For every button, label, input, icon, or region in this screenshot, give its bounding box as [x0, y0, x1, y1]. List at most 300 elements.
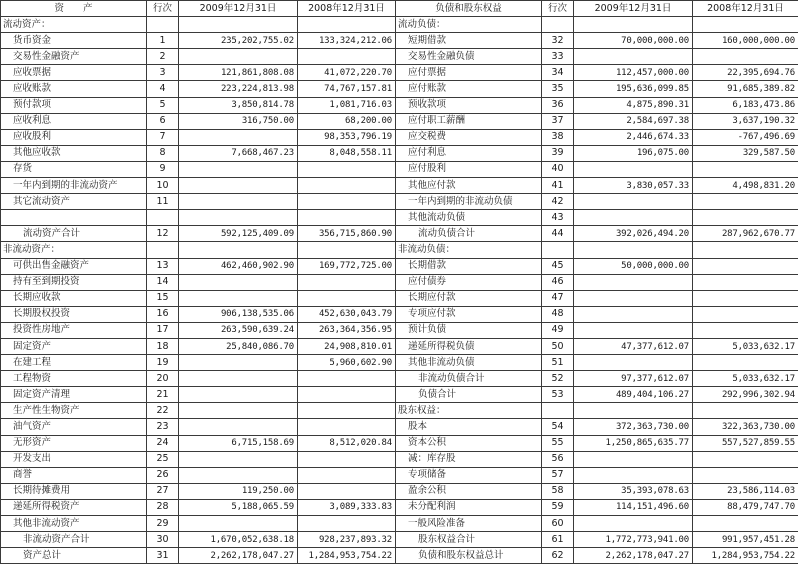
asset-item-name: 其他非流动资产: [1, 516, 147, 532]
liability-2008-value: 22,395,694.76: [693, 65, 798, 81]
asset-2009-value: 5,188,065.59: [179, 499, 298, 515]
liability-item-name: 递延所得税负债: [396, 338, 542, 354]
asset-2009-value: 906,138,535.06: [179, 306, 298, 322]
table-row: [1, 145, 798, 161]
liability-line-number: 33: [542, 49, 574, 65]
liability-2008-value: [693, 161, 798, 177]
liability-2008-value: 6,183,473.86: [693, 97, 798, 113]
asset-2008-value: 5,960,602.90: [298, 355, 396, 371]
table-row: [1, 435, 798, 451]
header-row: [1, 1, 798, 17]
asset-2009-value: 3,850,814.78: [179, 97, 298, 113]
liability-2009-value: 195,636,099.85: [574, 81, 693, 97]
table-row: [1, 161, 798, 177]
liability-line-number: 61: [542, 532, 574, 548]
liability-2008-value: [693, 194, 798, 210]
asset-line-number: 23: [147, 419, 179, 435]
liability-2008-value: [693, 467, 798, 483]
asset-2008-value: [298, 483, 396, 499]
liability-2009-value: 1,772,773,941.00: [574, 532, 693, 548]
liability-line-number: 51: [542, 355, 574, 371]
asset-item-name: 应收股利: [1, 129, 147, 145]
asset-item-name: 应收账款: [1, 81, 147, 97]
asset-2008-value: 1,081,716.03: [298, 97, 396, 113]
asset-2008-value: 452,630,043.79: [298, 306, 396, 322]
asset-2009-value: 2,262,178,047.27: [179, 548, 298, 564]
asset-2008-value: 8,048,558.11: [298, 145, 396, 161]
asset-item-name: 固定资产: [1, 338, 147, 354]
table-row: [1, 322, 798, 338]
liability-2009-value: [574, 242, 693, 258]
asset-line-number: 1: [147, 33, 179, 49]
liability-2009-value: 2,584,697.38: [574, 113, 693, 129]
asset-item-name: 应收票据: [1, 65, 147, 81]
liability-line-number: 56: [542, 451, 574, 467]
asset-line-number: 17: [147, 322, 179, 338]
liability-line-number: 62: [542, 548, 574, 564]
liability-2009-value: 1,250,865,635.77: [574, 435, 693, 451]
liability-line-number: 46: [542, 274, 574, 290]
liability-item-name: 流动负债：: [396, 17, 542, 33]
table-row: [1, 499, 798, 515]
liability-item-name: 股东权益合计: [396, 532, 542, 548]
liability-2009-value: 4,875,890.31: [574, 97, 693, 113]
liability-2009-value: [574, 467, 693, 483]
liability-2008-value: [693, 17, 798, 33]
liability-item-name: 盈余公积: [396, 483, 542, 499]
asset-2008-value: [298, 387, 396, 403]
liability-item-name: 应付职工薪酬: [396, 113, 542, 129]
liability-2009-value: [574, 403, 693, 419]
liability-2008-value: [693, 516, 798, 532]
asset-line-number: 9: [147, 161, 179, 177]
asset-line-number: 26: [147, 467, 179, 483]
liability-line-number: 52: [542, 371, 574, 387]
asset-line-number: 29: [147, 516, 179, 532]
asset-item-name: 资产总计: [1, 548, 147, 564]
asset-2008-value: [298, 467, 396, 483]
asset-2008-value: 41,072,220.70: [298, 65, 396, 81]
asset-2008-value: 24,908,810.01: [298, 338, 396, 354]
table-row: [1, 242, 798, 258]
liability-item-name: 资本公积: [396, 435, 542, 451]
asset-2009-column-header: 2009年12月31日: [179, 1, 298, 17]
asset-2009-value: 6,715,158.69: [179, 435, 298, 451]
liability-item-name: 其他非流动负债: [396, 355, 542, 371]
liability-line-number: 49: [542, 322, 574, 338]
asset-2009-value: [179, 467, 298, 483]
asset-item-name: 一年内到期的非流动资产: [1, 178, 147, 194]
asset-2008-value: [298, 178, 396, 194]
asset-2008-value: [298, 161, 396, 177]
liability-2009-value: [574, 161, 693, 177]
liability-2009-value: [574, 355, 693, 371]
asset-2008-value: [298, 274, 396, 290]
asset-2008-value: [298, 419, 396, 435]
asset-2008-value: 928,237,893.32: [298, 532, 396, 548]
table-row: [1, 49, 798, 65]
liability-item-name: 流动负债合计: [396, 226, 542, 242]
liability-2008-value: [693, 306, 798, 322]
asset-2009-value: [179, 403, 298, 419]
liability-2009-value: [574, 210, 693, 226]
asset-2008-value: 98,353,796.19: [298, 129, 396, 145]
table-row: [1, 532, 798, 548]
liability-2008-value: 88,479,747.70: [693, 499, 798, 515]
asset-line-number: 21: [147, 387, 179, 403]
asset-2009-value: 592,125,409.09: [179, 226, 298, 242]
liability-2009-value: 35,393,078.63: [574, 483, 693, 499]
asset-line-number: 19: [147, 355, 179, 371]
liability-2008-value: 4,498,831.20: [693, 178, 798, 194]
table-row: [1, 194, 798, 210]
liability-line-number: 44: [542, 226, 574, 242]
liability-2009-value: [574, 306, 693, 322]
liability-line-number: 48: [542, 306, 574, 322]
asset-2009-value: [179, 274, 298, 290]
asset-line-number: 25: [147, 451, 179, 467]
asset-item-name: 开发支出: [1, 451, 147, 467]
liab-2009-column-header: 2009年12月31日: [574, 1, 693, 17]
liability-2008-value: [693, 210, 798, 226]
asset-line-number: 28: [147, 499, 179, 515]
asset-item-name: 递延所得税资产: [1, 499, 147, 515]
asset-2008-value: 8,512,020.84: [298, 435, 396, 451]
liability-2009-value: [574, 451, 693, 467]
table-row: [1, 97, 798, 113]
liability-2008-value: [693, 355, 798, 371]
table-row: [1, 81, 798, 97]
liability-2008-value: 991,957,451.28: [693, 532, 798, 548]
liability-item-name: 应付票据: [396, 65, 542, 81]
liability-item-name: 应交税费: [396, 129, 542, 145]
asset-2008-value: 3,089,333.83: [298, 499, 396, 515]
asset-2009-value: 462,460,902.90: [179, 258, 298, 274]
asset-item-name: 工程物资: [1, 371, 147, 387]
asset-item-name: 预付款项: [1, 97, 147, 113]
asset-2009-value: 316,750.00: [179, 113, 298, 129]
asset-2008-value: [298, 403, 396, 419]
liability-line-number: 38: [542, 129, 574, 145]
liability-2008-value: -767,496.69: [693, 129, 798, 145]
asset-2009-value: [179, 290, 298, 306]
liability-2009-value: 2,446,674.33: [574, 129, 693, 145]
asset-line-number: 15: [147, 290, 179, 306]
liability-2008-value: 23,586,114.03: [693, 483, 798, 499]
asset-item-name: 其它流动资产: [1, 194, 147, 210]
asset-2009-value: 7,668,467.23: [179, 145, 298, 161]
asset-2008-value: 74,767,157.81: [298, 81, 396, 97]
asset-2009-value: 235,202,755.02: [179, 33, 298, 49]
asset-line-number: 10: [147, 178, 179, 194]
asset-2008-value: 356,715,860.90: [298, 226, 396, 242]
liability-item-name: 非流动负债合计: [396, 371, 542, 387]
liability-item-name: 专项储备: [396, 467, 542, 483]
asset-2009-value: 263,590,639.24: [179, 322, 298, 338]
liability-line-number: 59: [542, 499, 574, 515]
liability-2009-value: 114,151,496.60: [574, 499, 693, 515]
liability-2009-value: [574, 194, 693, 210]
asset-2008-value: [298, 210, 396, 226]
asset-line-number: 6: [147, 113, 179, 129]
asset-2008-value: 169,772,725.00: [298, 258, 396, 274]
asset-2008-value: [298, 17, 396, 33]
liability-2009-value: 196,075.00: [574, 145, 693, 161]
liability-line-number: 50: [542, 338, 574, 354]
liability-item-name: 非流动负债：: [396, 242, 542, 258]
liability-2008-value: 3,637,190.32: [693, 113, 798, 129]
asset-line-column-header: 行次: [147, 1, 179, 17]
asset-line-number: 7: [147, 129, 179, 145]
asset-2009-value: [179, 387, 298, 403]
asset-2008-value: [298, 451, 396, 467]
asset-item-name: 油气资产: [1, 419, 147, 435]
liability-item-name: 一般风险准备: [396, 516, 542, 532]
liability-item-name: 专项应付款: [396, 306, 542, 322]
liability-line-number: 43: [542, 210, 574, 226]
asset-item-name: 长期股权投资: [1, 306, 147, 322]
asset-item-name: 存货: [1, 161, 147, 177]
liability-line-number: 34: [542, 65, 574, 81]
asset-item-name: 持有至到期投资: [1, 274, 147, 290]
assets-column-header: 资 产: [1, 1, 147, 17]
liability-item-name: 预收款项: [396, 97, 542, 113]
liability-2008-value: [693, 49, 798, 65]
liability-2009-value: [574, 516, 693, 532]
asset-2009-value: 25,840,086.70: [179, 338, 298, 354]
table-row: [1, 403, 798, 419]
asset-line-number: 4: [147, 81, 179, 97]
liability-line-number: 41: [542, 178, 574, 194]
asset-item-name: 流动资产：: [1, 17, 147, 33]
liabilities-equity-column-header: 负债和股东权益: [396, 1, 542, 17]
asset-line-number: 12: [147, 226, 179, 242]
liability-line-number: 40: [542, 161, 574, 177]
liability-line-number: 53: [542, 387, 574, 403]
asset-item-name: 在建工程: [1, 355, 147, 371]
liability-2008-value: 292,996,302.94: [693, 387, 798, 403]
liability-item-name: 应付股利: [396, 161, 542, 177]
asset-item-name: 交易性金融资产: [1, 49, 147, 65]
asset-line-number: 11: [147, 194, 179, 210]
table-row: [1, 306, 798, 322]
table-row: [1, 258, 798, 274]
asset-line-number: 8: [147, 145, 179, 161]
asset-2009-value: [179, 355, 298, 371]
table-row: [1, 17, 798, 33]
asset-item-name: 可供出售金融资产: [1, 258, 147, 274]
table-row: [1, 338, 798, 354]
liability-line-number: 35: [542, 81, 574, 97]
liability-item-name: 股本: [396, 419, 542, 435]
liability-2009-value: 70,000,000.00: [574, 33, 693, 49]
asset-2008-value: 1,284,953,754.22: [298, 548, 396, 564]
liability-2009-value: 372,363,730.00: [574, 419, 693, 435]
liability-2009-value: [574, 17, 693, 33]
liability-item-name: 负债和股东权益总计: [396, 548, 542, 564]
liability-2009-value: 50,000,000.00: [574, 258, 693, 274]
asset-line-number: 22: [147, 403, 179, 419]
liability-2009-value: [574, 290, 693, 306]
table-row: [1, 274, 798, 290]
asset-line-number: 2: [147, 49, 179, 65]
table-row: [1, 419, 798, 435]
liability-item-name: 其他应付款: [396, 178, 542, 194]
asset-line-number: 18: [147, 338, 179, 354]
asset-2008-value: [298, 290, 396, 306]
asset-2009-value: [179, 371, 298, 387]
table-row: [1, 371, 798, 387]
table-row: [1, 226, 798, 242]
liability-2008-value: 160,000,000.00: [693, 33, 798, 49]
asset-line-number: 14: [147, 274, 179, 290]
liability-2009-value: 2,262,178,047.27: [574, 548, 693, 564]
liability-line-number: 45: [542, 258, 574, 274]
liability-line-number: 57: [542, 467, 574, 483]
liability-2008-value: [693, 242, 798, 258]
liability-2009-value: [574, 274, 693, 290]
liability-line-number: 55: [542, 435, 574, 451]
liability-line-number: 39: [542, 145, 574, 161]
asset-item-name: 流动资产合计: [1, 226, 147, 242]
table-row: [1, 355, 798, 371]
asset-item-name: 投资性房地产: [1, 322, 147, 338]
asset-item-name: 非流动资产合计: [1, 532, 147, 548]
liability-line-number: 60: [542, 516, 574, 532]
liability-line-number: 37: [542, 113, 574, 129]
asset-line-number: 30: [147, 532, 179, 548]
liability-item-name: 股东权益：: [396, 403, 542, 419]
liability-line-number: 54: [542, 419, 574, 435]
liability-2009-value: [574, 49, 693, 65]
asset-item-name: 其他应收款: [1, 145, 147, 161]
asset-line-number: [147, 242, 179, 258]
asset-line-number: 3: [147, 65, 179, 81]
asset-2009-value: 1,670,052,638.18: [179, 532, 298, 548]
liability-2008-value: 287,962,670.77: [693, 226, 798, 242]
asset-line-number: 24: [147, 435, 179, 451]
liab-line-column-header: 行次: [542, 1, 574, 17]
liability-2008-value: 5,033,632.17: [693, 371, 798, 387]
liability-item-name: 减：库存股: [396, 451, 542, 467]
liability-2008-value: [693, 322, 798, 338]
asset-item-name: 非流动资产：: [1, 242, 147, 258]
table-row: [1, 113, 798, 129]
asset-2008-column-header: 2008年12月31日: [298, 1, 396, 17]
asset-2009-value: 121,861,808.08: [179, 65, 298, 81]
liability-2009-value: 392,026,494.20: [574, 226, 693, 242]
liability-2008-value: [693, 403, 798, 419]
liability-line-number: 58: [542, 483, 574, 499]
liability-2009-value: 3,830,057.33: [574, 178, 693, 194]
asset-item-name: 长期待摊费用: [1, 483, 147, 499]
table-row: [1, 129, 798, 145]
liability-item-name: 应付账款: [396, 81, 542, 97]
asset-2009-value: [179, 419, 298, 435]
asset-item-name: [1, 210, 147, 226]
asset-2008-value: [298, 371, 396, 387]
asset-2008-value: [298, 49, 396, 65]
liability-item-name: 一年内到期的非流动负债: [396, 194, 542, 210]
asset-item-name: 商誉: [1, 467, 147, 483]
liability-2008-value: 91,685,389.82: [693, 81, 798, 97]
liability-line-number: 36: [542, 97, 574, 113]
liability-item-name: 应付债券: [396, 274, 542, 290]
asset-item-name: 固定资产清理: [1, 387, 147, 403]
table-row: [1, 483, 798, 499]
liability-item-name: 应付利息: [396, 145, 542, 161]
liability-2008-value: 557,527,859.55: [693, 435, 798, 451]
asset-line-number: 13: [147, 258, 179, 274]
liability-item-name: 预计负债: [396, 322, 542, 338]
table-row: [1, 451, 798, 467]
asset-2009-value: [179, 178, 298, 194]
table-row: [1, 387, 798, 403]
table-row: [1, 178, 798, 194]
asset-line-number: [147, 17, 179, 33]
asset-item-name: 货币资金: [1, 33, 147, 49]
asset-item-name: 长期应收款: [1, 290, 147, 306]
asset-2009-value: [179, 17, 298, 33]
liability-2009-value: 97,377,612.07: [574, 371, 693, 387]
liability-line-number: 42: [542, 194, 574, 210]
asset-2009-value: 223,224,813.98: [179, 81, 298, 97]
table-row: [1, 33, 798, 49]
asset-2009-value: [179, 194, 298, 210]
table-row: [1, 65, 798, 81]
liability-2008-value: 322,363,730.00: [693, 419, 798, 435]
liability-line-number: 32: [542, 33, 574, 49]
asset-2009-value: [179, 161, 298, 177]
liability-item-name: 长期应付款: [396, 290, 542, 306]
table-row: [1, 548, 798, 564]
asset-2008-value: 133,324,212.06: [298, 33, 396, 49]
liability-line-number: [542, 242, 574, 258]
liability-item-name: 长期借款: [396, 258, 542, 274]
asset-2009-value: 119,250.00: [179, 483, 298, 499]
table-body: [1, 17, 798, 564]
liability-2008-value: 5,033,632.17: [693, 338, 798, 354]
liability-2009-value: 47,377,612.07: [574, 338, 693, 354]
asset-2009-value: [179, 49, 298, 65]
asset-2008-value: [298, 516, 396, 532]
liability-line-number: [542, 17, 574, 33]
asset-line-number: 31: [147, 548, 179, 564]
asset-line-number: 16: [147, 306, 179, 322]
liability-item-name: 交易性金融负债: [396, 49, 542, 65]
asset-2008-value: 68,200.00: [298, 113, 396, 129]
liability-item-name: 短期借款: [396, 33, 542, 49]
liability-item-name: 负债合计: [396, 387, 542, 403]
asset-line-number: 20: [147, 371, 179, 387]
asset-item-name: 应收利息: [1, 113, 147, 129]
table-row: [1, 467, 798, 483]
liability-2008-value: [693, 290, 798, 306]
liability-item-name: 其他流动负债: [396, 210, 542, 226]
asset-item-name: 无形资产: [1, 435, 147, 451]
liability-2008-value: [693, 451, 798, 467]
liability-line-number: 47: [542, 290, 574, 306]
table-row: [1, 210, 798, 226]
liability-2008-value: [693, 258, 798, 274]
asset-line-number: 27: [147, 483, 179, 499]
liability-2008-value: 1,284,953,754.22: [693, 548, 798, 564]
liability-2009-value: [574, 322, 693, 338]
liability-item-name: 未分配利润: [396, 499, 542, 515]
asset-item-name: 生产性生物资产: [1, 403, 147, 419]
asset-2009-value: [179, 451, 298, 467]
asset-2009-value: [179, 129, 298, 145]
